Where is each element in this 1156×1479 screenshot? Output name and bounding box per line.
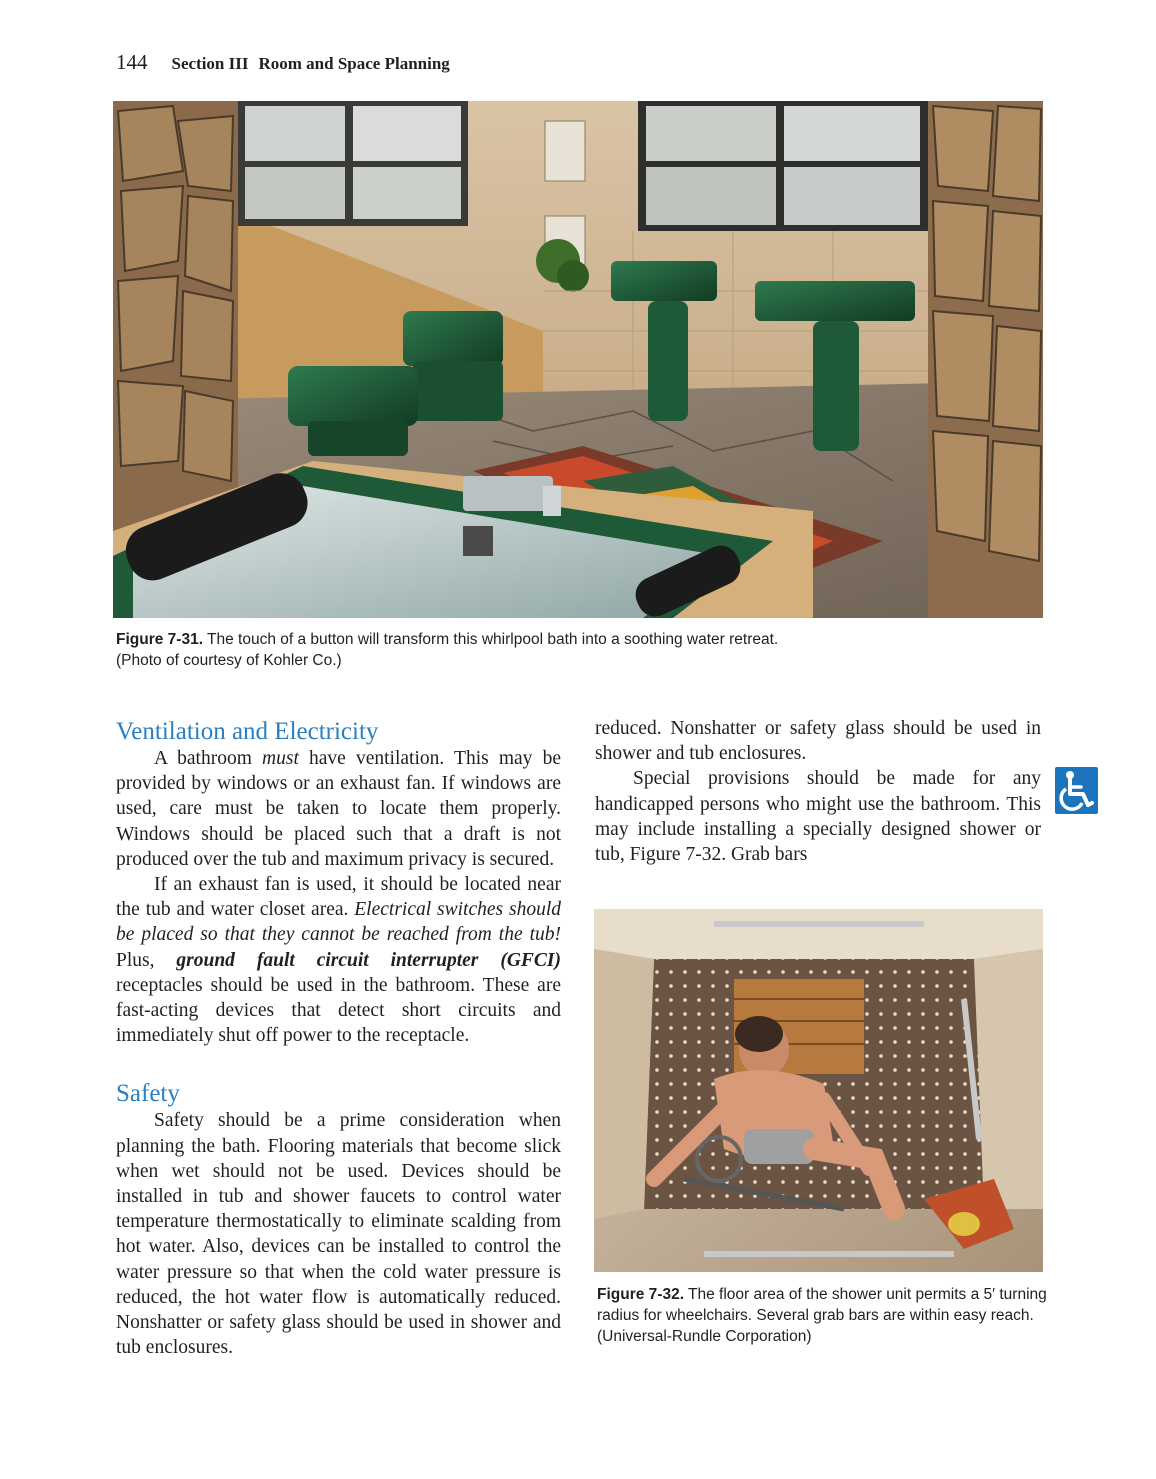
ventilation-paragraph-2: If an exhaust fan is used, it should be located near the tub and water closet area. Electrical switches should be placed so that they cannot be reached from the tub! Plus, ground fault circuit interrupter (GFCI) receptacles should be used in the bathroom. These are fast-acting devices that detect short circuits and immediately shut off power to the receptacle. <box>116 874 561 1047</box>
safety-paragraph-1-continued: reduced. Nonshatter or safety glass should be used in shower and tub enclosures. <box>595 718 1041 765</box>
figure-7-32-caption <box>597 1284 1047 1347</box>
figure-7-32-text: The floor area of the shower unit permits a 5′ turning radius for wheelchairs. Several grab bars are within easy reach. <box>597 1286 1047 1324</box>
figure-7-32-photo <box>594 909 1043 1272</box>
safety-paragraph-1: Safety should be a prime consideration when planning the bath. Flooring materials that become slick when wet should not be used. Devices should be installed in tub and shower faucets to control water temperature thermostatically to eliminate scalding from hot water. Also, devices can be installed to control the water pressure so that when the cold water pressure is reduced, the hot water flow is automatically reduced. Nonshatter or safety glass should be used in shower and tub enclosures. <box>116 1110 561 1359</box>
figure-7-31-credit: (Photo of courtesy of Kohler Co.) <box>116 652 342 669</box>
figure-7-31-caption <box>116 629 1036 671</box>
heading-ventilation: Ventilation and Electricity <box>116 718 379 745</box>
wheelchair-icon <box>1055 767 1098 814</box>
figure-7-32-credit: (Universal-Rundle Corporation) <box>597 1328 812 1345</box>
running-header <box>116 50 450 78</box>
left-column <box>116 718 561 1359</box>
figure-7-31-text: The touch of a button will transform this whirlpool bath into a soothing water retreat. <box>203 631 779 648</box>
safety-paragraph-2: Special provisions should be made for any handicapped persons who might use the bathroom. This may include installing a specially designed shower or tub, Figure 7-32. Grab bars <box>595 768 1041 866</box>
heading-safety: Safety <box>116 1080 180 1108</box>
ventilation-paragraph-1: A bathroom must have ventilation. This may be provided by windows or an exhaust fan. If windows are used, care must be taken to locate them properly. Windows should be placed such that a draft is not produced over the tub and maximum privacy is secured. <box>116 748 561 870</box>
right-column <box>595 716 1041 867</box>
section-label: Section III <box>171 54 249 73</box>
figure-7-31-photo <box>113 101 1043 618</box>
section-title: Room and Space Planning <box>258 54 450 73</box>
figure-7-32-label: Figure 7-32. <box>597 1286 684 1303</box>
figure-7-31-label: Figure 7-31. <box>116 631 203 648</box>
page-number: 144 <box>116 50 148 74</box>
